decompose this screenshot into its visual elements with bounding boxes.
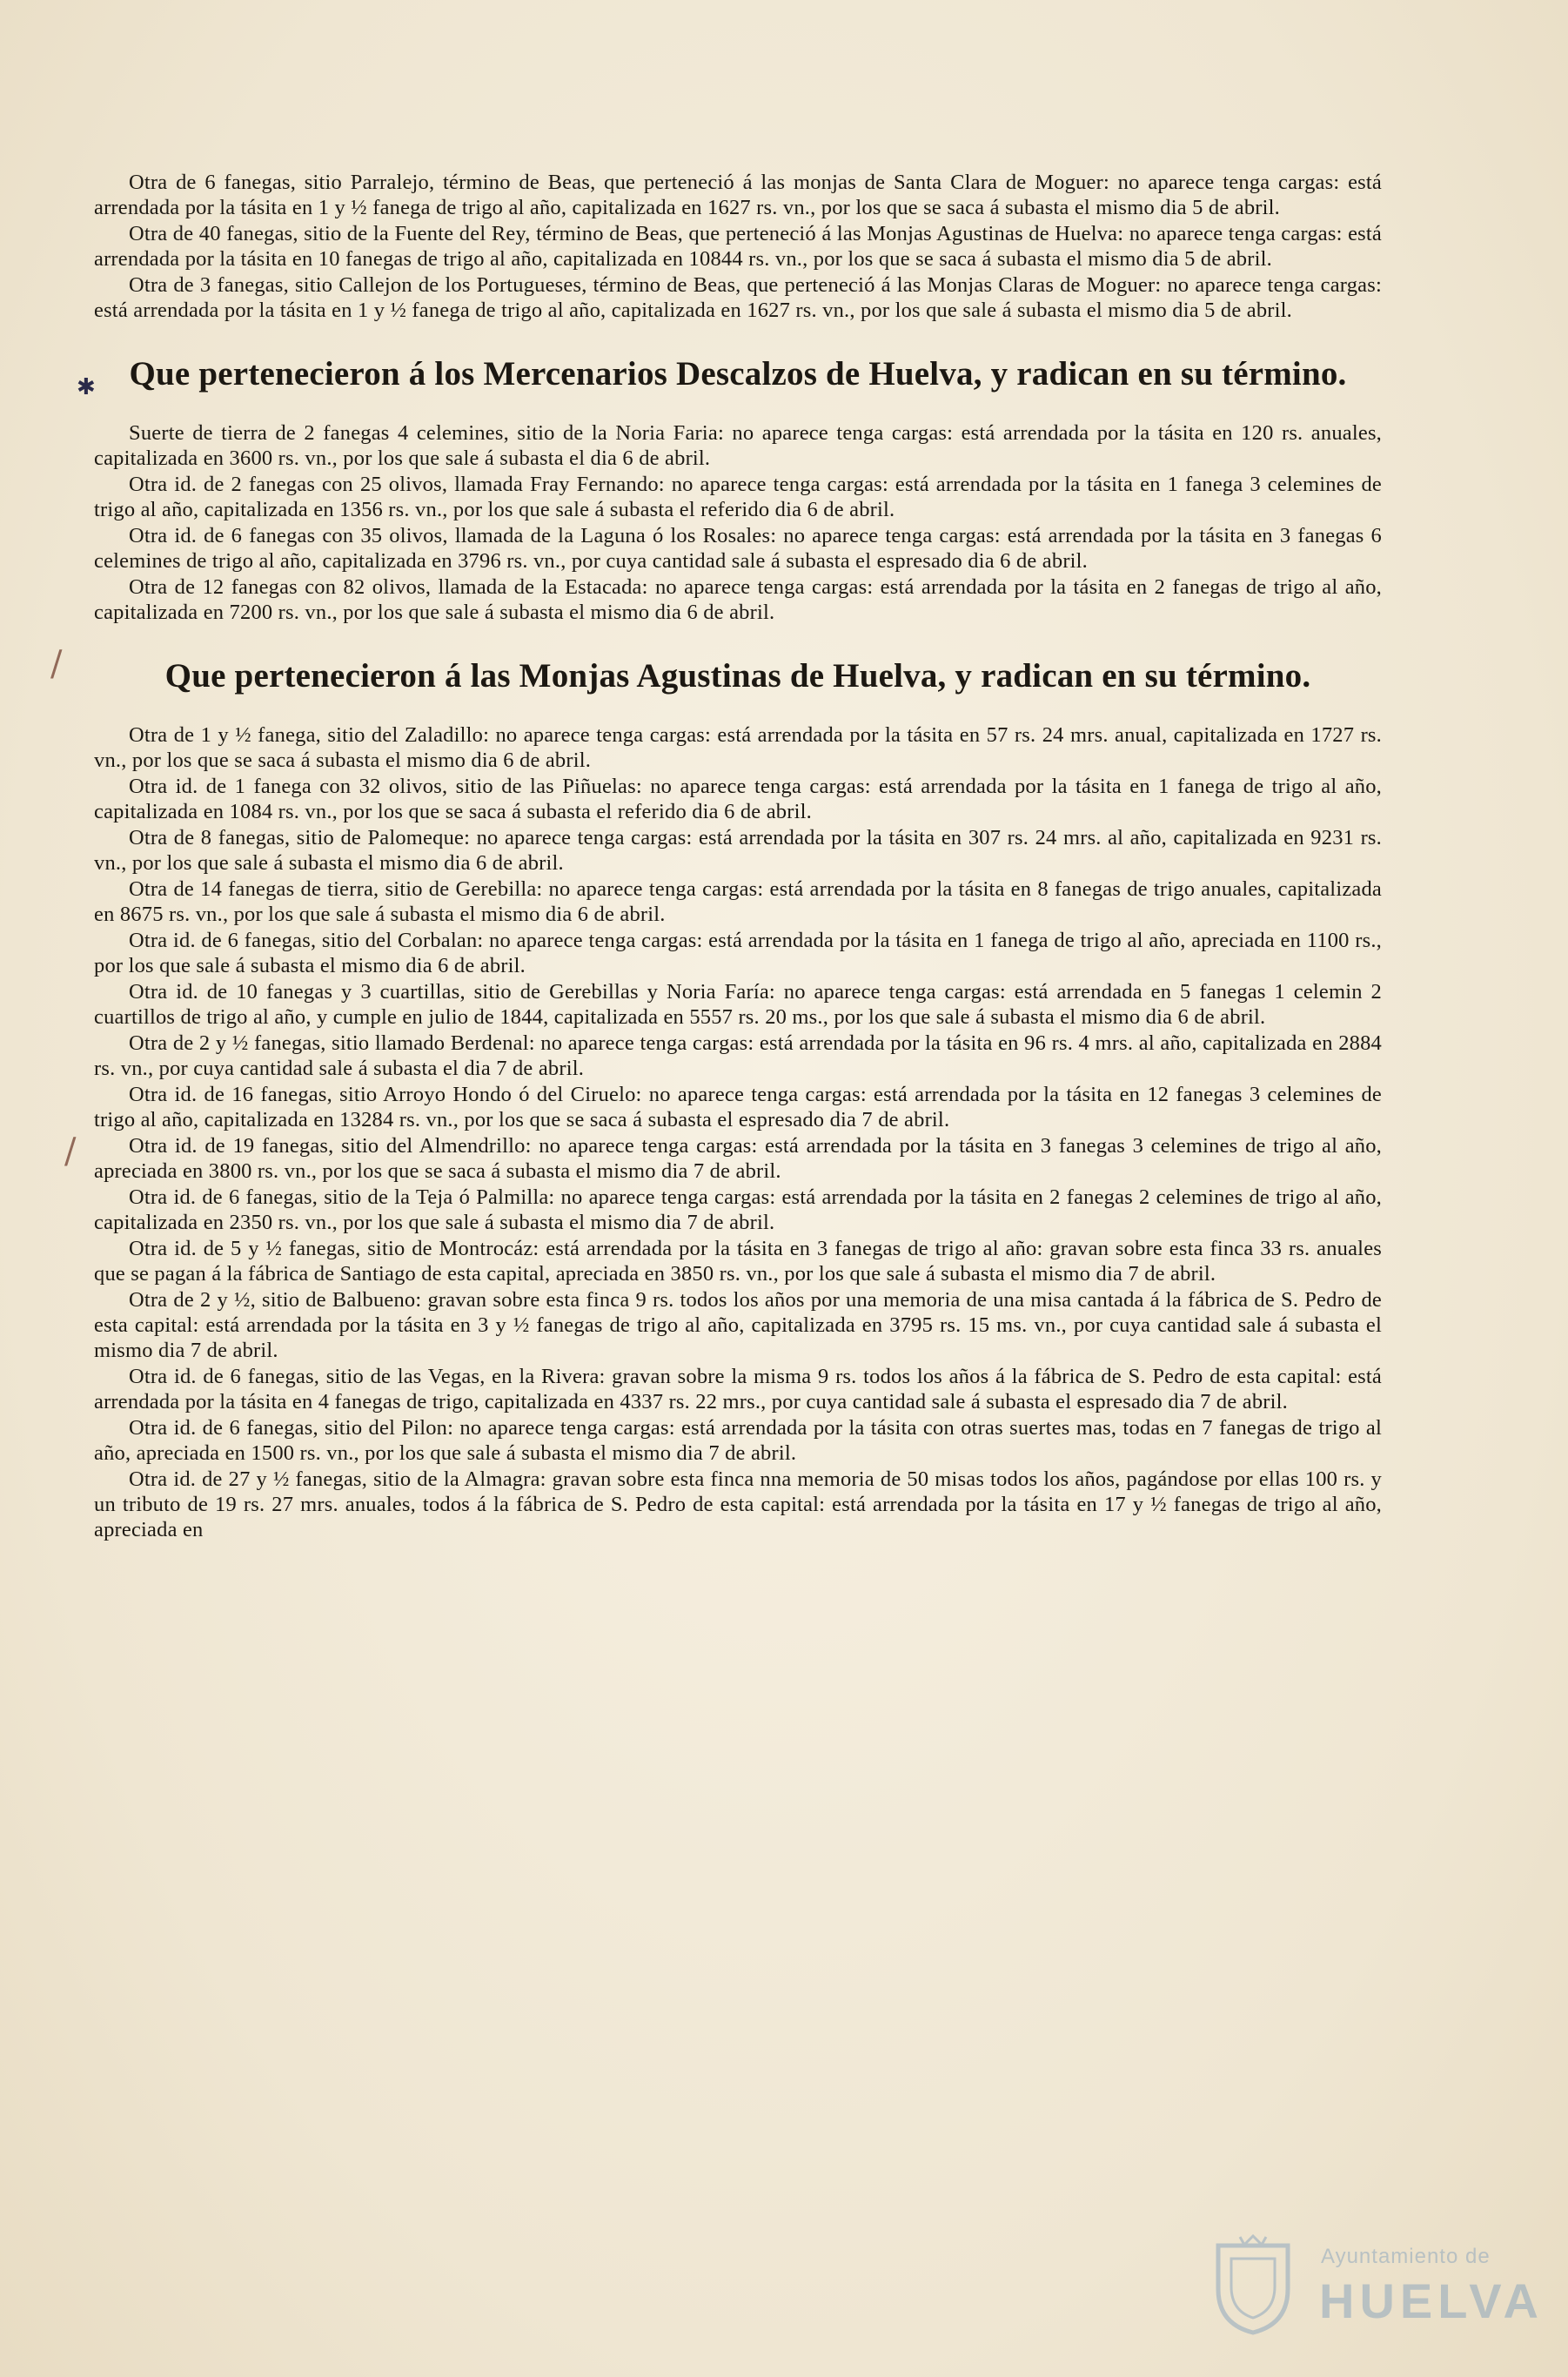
entry-paragraph: Otra id. de 1 fanega con 32 olivos, sitio de las Piñuelas: no aparece tenga cargas: está arrendada por la tásita en 1 fanega de trigo al año, capitalizada en 1084 rs. vn., por los que se saca á subasta el referido dia 6 de abril. [94,775,1382,823]
document-body [94,170,1382,1543]
section-mercenarios [94,420,1382,625]
section-heading-agustinas: Que pertenecieron á las Monjas Agustinas de Huelva, y radican en su término. [164,657,1311,695]
entry-paragraph: Otra id. de 6 fanegas, sitio de las Vegas, en la Rivera: gravan sobre la misma 9 rs. todos los años á la fábrica de S. Pedro de esta capital: está arrendada por la tásita en 4 fanegas de trigo, capitalizada en 4337 rs. 22 mrs., por cuya cantidad sale á subasta el espresado dia 7 de abril. [94,1365,1382,1413]
entry-paragraph: Otra id. de 19 fanegas, sitio del Almendrillo: no aparece tenga cargas: está arrendada por la tásita en 3 fanegas 3 celemines de trigo al año, apreciada en 3800 rs. vn., por los que se saca á subasta el mismo dia 7 de abril. [94,1134,1382,1183]
crest-icon [1201,2233,1305,2337]
entry-paragraph: Otra de 2 y ½ fanegas, sitio llamado Berdenal: no aparece tenga cargas: está arrendada por la tásita en 96 rs. 4 mrs. al año, capitalizada en 2884 rs. vn., por cuya cantidad sale á subasta el dia 7 de abril. [94,1031,1382,1080]
ayuntamiento-watermark [1201,2224,1544,2346]
entry-paragraph: Otra id. de 10 fanegas y 3 cuartillas, sitio de Gerebillas y Noria Faría: no aparece tenga cargas: está arrendada en 5 fanegas 1 celemin 2 cuartillos de trigo al año, y cumple en julio de 1844, capitalizada en 5557 rs. 20 ms., por los que sale á subasta el mismo dia 6 de abril. [94,980,1382,1029]
entry-paragraph: Otra id. de 27 y ½ fanegas, sitio de la Almagra: gravan sobre esta finca nna memoria de 50 misas todos los años, pagándose por ellas 100 rs. y un tributo de 19 rs. 27 mrs. anuales, todos á la fábrica de S. Pedro de esta capital: está arrendada por la tásita en 17 y ½ fanegas de trigo al año, apreciada en [94,1467,1382,1541]
section-agustinas [94,722,1382,1542]
margin-asterisk-icon: ✱ [77,374,96,400]
entry-paragraph: Otra de 8 fanegas, sitio de Palomeque: no aparece tenga cargas: está arrendada por la tásita en 307 rs. 24 mrs. al año, capitalizada en 9231 rs. vn., por los que sale á subasta el mismo dia 6 de abril. [94,826,1382,875]
entry-paragraph: Otra id. de 5 y ½ fanegas, sitio de Montrocáz: está arrendada por la tásita en 3 fanegas de trigo al año: gravan sobre esta finca 33 rs. anuales que se pagan á la fábrica de Santiago de esta capital, apreciada en 3850 rs. vn., por los que sale á subasta el mismo dia 7 de abril. [94,1237,1382,1286]
entry-paragraph: Otra id. de 6 fanegas con 35 olivos, llamada de la Laguna ó los Rosales: no aparece tenga cargas: está arrendada por la tásita en 3 fanegas 6 celemines de trigo al año, capitalizada en 3796 rs. vn., por cuya cantidad sale á subasta el espresado dia 6 de abril. [94,524,1382,573]
entry-paragraph: Otra id. de 6 fanegas, sitio del Corbalan: no aparece tenga cargas: está arrendada por la tásita en 1 fanega de trigo al año, apreciada en 1100 rs., por los que sale á subasta el mismo dia 6 de abril. [94,929,1382,977]
entry-paragraph: Otra de 12 fanegas con 82 olivos, llamada de la Estacada: no aparece tenga cargas: está arrendada por la tásita en 2 fanegas de trigo al año, capitalizada en 7200 rs. vn., por los que sale á subasta el mismo dia 6 de abril. [94,575,1382,624]
section-heading-mercenarios: Que pertenecieron á los Mercenarios Descalzos de Huelva, y radican en su término. [129,355,1347,393]
entry-paragraph: Otra de 1 y ½ fanega, sitio del Zaladillo: no aparece tenga cargas: está arrendada por la tásita en 57 rs. 24 mrs. anual, capitalizada en 1727 rs. vn., por los que se saca á subasta el mismo dia 6 de abril. [94,723,1382,772]
entry-paragraph: Otra de 6 fanegas, sitio Parralejo, término de Beas, que perteneció á las monjas de Santa Clara de Moguer: no aparece tenga cargas: está arrendada por la tásita en 1 y ½ fanega de trigo al año, capitalizada en 1627 rs. vn., por los que se saca á subasta el mismo dia 5 de abril. [94,171,1382,219]
entry-paragraph: Otra id. de 16 fanegas, sitio Arroyo Hondo ó del Ciruelo: no aparece tenga cargas: está arrendada por la tásita en 12 fanegas 3 celemines de trigo al año, capitalizada en 13284 rs. vn., por los que se saca á subasta el espresado dia 7 de abril. [94,1083,1382,1131]
section-beas [94,170,1382,323]
entry-paragraph: Otra de 14 fanegas de tierra, sitio de Gerebilla: no aparece tenga cargas: está arrendada por la tásita en 8 fanegas de trigo anuales, capitalizada en 8675 rs. vn., por los que sale á subasta el mismo dia 6 de abril. [94,877,1382,926]
entry-paragraph: Otra id. de 2 fanegas con 25 olivos, llamada Fray Fernando: no aparece tenga cargas: está arrendada por la tásita en 1 fanega 3 celemines de trigo al año, capitalizada en 1356 rs. vn., por los que sale á subasta el referido dia 6 de abril. [94,473,1382,521]
entry-paragraph: Otra de 3 fanegas, sitio Callejon de los Portugueses, término de Beas, que perteneció á las Monjas Claras de Moguer: no aparece tenga cargas: está arrendada por la tásita en 1 y ½ fanega de trigo al año, capitalizada en 1627 rs. vn., por los que sale á subasta el mismo dia 5 de abril. [94,273,1382,322]
entry-paragraph: Otra de 2 y ½, sitio de Balbueno: gravan sobre esta finca 9 rs. todos los años por una memoria de una misa cantada á la fábrica de S. Pedro de esta capital: está arrendada por la tásita en 3 y ½ fanegas de trigo al año, capitalizada en 3795 rs. 15 ms. vn., por cuya cantidad sale á subasta el mismo dia 7 de abril. [94,1288,1382,1362]
entry-paragraph: Otra id. de 6 fanegas, sitio de la Teja ó Palmilla: no aparece tenga cargas: está arrendada por la tásita en 2 fanegas 2 celemines de trigo al año, capitalizada en 2350 rs. vn., por los que sale á subasta el mismo dia 7 de abril. [94,1185,1382,1234]
entry-paragraph: Suerte de tierra de 2 fanegas 4 celemines, sitio de la Noria Faria: no aparece tenga cargas: está arrendada por la tásita en 120 rs. anuales, capitalizada en 3600 rs. vn., por los que sale á subasta el dia 6 de abril. [94,421,1382,470]
margin-stroke-icon: / [64,1131,77,1172]
entry-paragraph: Otra id. de 6 fanegas, sitio del Pilon: no aparece tenga cargas: está arrendada por la tásita con otras suertes mas, todas en 7 fanegas de trigo al año, apreciada en 1500 rs. vn., por los que sale á subasta el mismo dia 7 de abril. [94,1416,1382,1465]
entry-paragraph: Otra de 40 fanegas, sitio de la Fuente del Rey, término de Beas, que perteneció á las Monjas Agustinas de Huelva: no aparece tenga cargas: está arrendada por la tásita en 10 fanegas de trigo al año, capitalizada en 10844 rs. vn., por los que se saca á subasta el mismo dia 5 de abril. [94,222,1382,271]
margin-stroke-icon: / [50,644,63,684]
watermark-subtitle: Ayuntamiento de [1321,2245,1491,2268]
watermark-title: HUELVA [1319,2273,1544,2328]
